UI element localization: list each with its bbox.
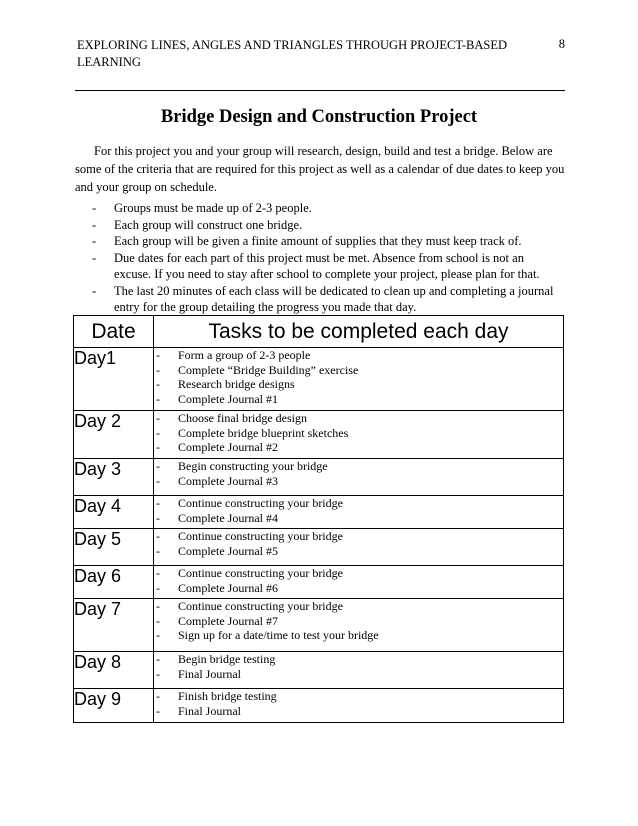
list-marker: - xyxy=(92,250,97,265)
list-marker: - xyxy=(156,689,160,703)
list-marker: - xyxy=(156,459,160,473)
table-row xyxy=(74,348,564,411)
criteria-text: The last 20 minutes of each class will be dedicated to clean up and completing a journal entry for the group detailing the progress you made that day. xyxy=(114,283,554,314)
task-list xyxy=(154,566,563,595)
task-item xyxy=(154,474,563,489)
task-text: Choose final bridge design xyxy=(178,411,307,425)
list-marker: - xyxy=(156,599,160,613)
task-text: Complete Journal #3 xyxy=(178,473,278,488)
task-item xyxy=(154,348,563,363)
task-text: Final Journal xyxy=(178,703,241,718)
task-item xyxy=(154,426,563,441)
task-item xyxy=(154,496,563,511)
header-divider xyxy=(75,90,565,91)
task-item xyxy=(154,440,563,455)
list-marker: - xyxy=(156,628,160,642)
table-row xyxy=(74,411,564,459)
tasks-cell xyxy=(154,459,564,496)
task-item xyxy=(154,529,563,544)
task-item xyxy=(154,581,563,596)
criteria-item xyxy=(92,250,562,283)
table-row xyxy=(74,496,564,529)
task-item xyxy=(154,566,563,581)
schedule-header-row xyxy=(74,316,564,348)
task-item xyxy=(154,704,563,719)
task-list xyxy=(154,459,563,488)
table-row xyxy=(74,459,564,496)
list-marker: - xyxy=(92,217,97,232)
intro-paragraph: For this project you and your group will research, design, build and test a bridge. Below are some of the criteria that are required for this project as well as a calendar of due dates to keep you and your group on schedule. xyxy=(75,144,565,194)
criteria-item xyxy=(92,283,562,316)
task-item xyxy=(154,377,563,392)
task-text: Finish bridge testing xyxy=(178,689,277,703)
day-cell: Day 8 xyxy=(74,652,154,689)
criteria-text: Due dates for each part of this project must be met. Absence from school is not an excuse. If you need to stay after school to complete your project, please plan for that. xyxy=(114,250,540,281)
list-marker: - xyxy=(156,703,160,718)
list-marker: - xyxy=(156,543,160,558)
column-header-date: Date xyxy=(74,316,154,348)
criteria-list xyxy=(92,200,562,316)
list-marker: - xyxy=(156,362,160,377)
task-text: Complete Journal #5 xyxy=(178,543,278,558)
list-marker: - xyxy=(156,377,160,391)
table-row xyxy=(74,689,564,723)
task-list xyxy=(154,348,563,406)
day-cell: Day 4 xyxy=(74,496,154,529)
task-text: Research bridge designs xyxy=(178,377,295,391)
task-item xyxy=(154,544,563,559)
task-list xyxy=(154,529,563,558)
task-text: Complete Journal #6 xyxy=(178,580,278,595)
day-cell: Day 3 xyxy=(74,459,154,496)
task-text: Complete Journal #4 xyxy=(178,510,278,525)
task-text: Begin bridge testing xyxy=(178,652,276,666)
list-marker: - xyxy=(156,440,160,454)
task-list xyxy=(154,411,563,455)
day-cell: Day 2 xyxy=(74,411,154,459)
task-item xyxy=(154,628,563,643)
list-marker: - xyxy=(156,613,160,628)
task-item xyxy=(154,459,563,474)
list-marker: - xyxy=(156,411,160,425)
criteria-text: Each group will be given a finite amount of supplies that they must keep track of. xyxy=(114,234,522,248)
tasks-cell xyxy=(154,566,564,599)
task-text: Continue constructing your bridge xyxy=(178,599,343,613)
task-text: Complete Journal #7 xyxy=(178,613,278,628)
criteria-item xyxy=(92,217,562,234)
list-marker: - xyxy=(156,510,160,525)
tasks-cell xyxy=(154,529,564,566)
criteria-item xyxy=(92,200,562,217)
list-marker: - xyxy=(92,201,97,215)
list-marker: - xyxy=(92,234,97,248)
task-item xyxy=(154,363,563,378)
page-number: 8 xyxy=(558,37,565,51)
task-item xyxy=(154,614,563,629)
task-text: Complete Journal #1 xyxy=(178,391,278,406)
table-row xyxy=(74,652,564,689)
list-marker: - xyxy=(156,529,160,543)
task-text: Sign up for a date/time to test your bridge xyxy=(178,628,379,642)
tasks-cell xyxy=(154,652,564,689)
table-row xyxy=(74,566,564,599)
list-marker: - xyxy=(156,348,160,362)
day-cell: Day 9 xyxy=(74,689,154,723)
task-text: Begin constructing your bridge xyxy=(178,459,328,473)
day-cell: Day 5 xyxy=(74,529,154,566)
task-text: Continue constructing your bridge xyxy=(178,496,343,510)
tasks-cell xyxy=(154,348,564,411)
list-marker: - xyxy=(156,566,160,580)
task-text: Continue constructing your bridge xyxy=(178,529,343,543)
day-cell: Day 7 xyxy=(74,599,154,652)
task-text: Continue constructing your bridge xyxy=(178,566,343,580)
criteria-item xyxy=(92,233,562,250)
criteria-text: Each group will construct one bridge. xyxy=(114,217,303,232)
tasks-cell xyxy=(154,411,564,459)
task-list xyxy=(154,689,563,718)
list-marker: - xyxy=(156,473,160,488)
task-item xyxy=(154,392,563,407)
day-cell: Day 6 xyxy=(74,566,154,599)
task-list xyxy=(154,496,563,525)
list-marker: - xyxy=(156,580,160,595)
task-item xyxy=(154,599,563,614)
tasks-cell xyxy=(154,599,564,652)
schedule-body xyxy=(74,348,564,723)
list-marker: - xyxy=(156,666,160,681)
task-text: Complete Journal #2 xyxy=(178,440,278,454)
table-row xyxy=(74,599,564,652)
list-marker: - xyxy=(156,391,160,406)
task-list xyxy=(154,599,563,643)
list-marker: - xyxy=(156,652,160,666)
list-marker: - xyxy=(156,425,160,440)
day-cell: Day1 xyxy=(74,348,154,411)
tasks-cell xyxy=(154,496,564,529)
criteria-text: Groups must be made up of 2-3 people. xyxy=(114,201,312,215)
list-marker: - xyxy=(156,496,160,510)
schedule-table xyxy=(73,315,564,723)
page-title: Bridge Design and Construction Project xyxy=(160,107,478,127)
list-marker: - xyxy=(92,283,97,298)
column-header-tasks: Tasks to be completed each day xyxy=(154,316,564,348)
task-item xyxy=(154,511,563,526)
task-text: Complete bridge blueprint sketches xyxy=(178,425,349,440)
tasks-cell xyxy=(154,689,564,723)
task-list xyxy=(154,652,563,681)
running-head: EXPLORING LINES, ANGLES AND TRIANGLES THROUGH PROJECT-BASED LEARNING xyxy=(77,38,508,69)
task-item xyxy=(154,411,563,426)
task-item xyxy=(154,652,563,667)
task-item xyxy=(154,667,563,682)
task-item xyxy=(154,689,563,704)
task-text: Complete “Bridge Building” exercise xyxy=(178,362,359,377)
task-text: Form a group of 2-3 people xyxy=(178,348,311,362)
task-text: Final Journal xyxy=(178,666,241,681)
table-row xyxy=(74,529,564,566)
